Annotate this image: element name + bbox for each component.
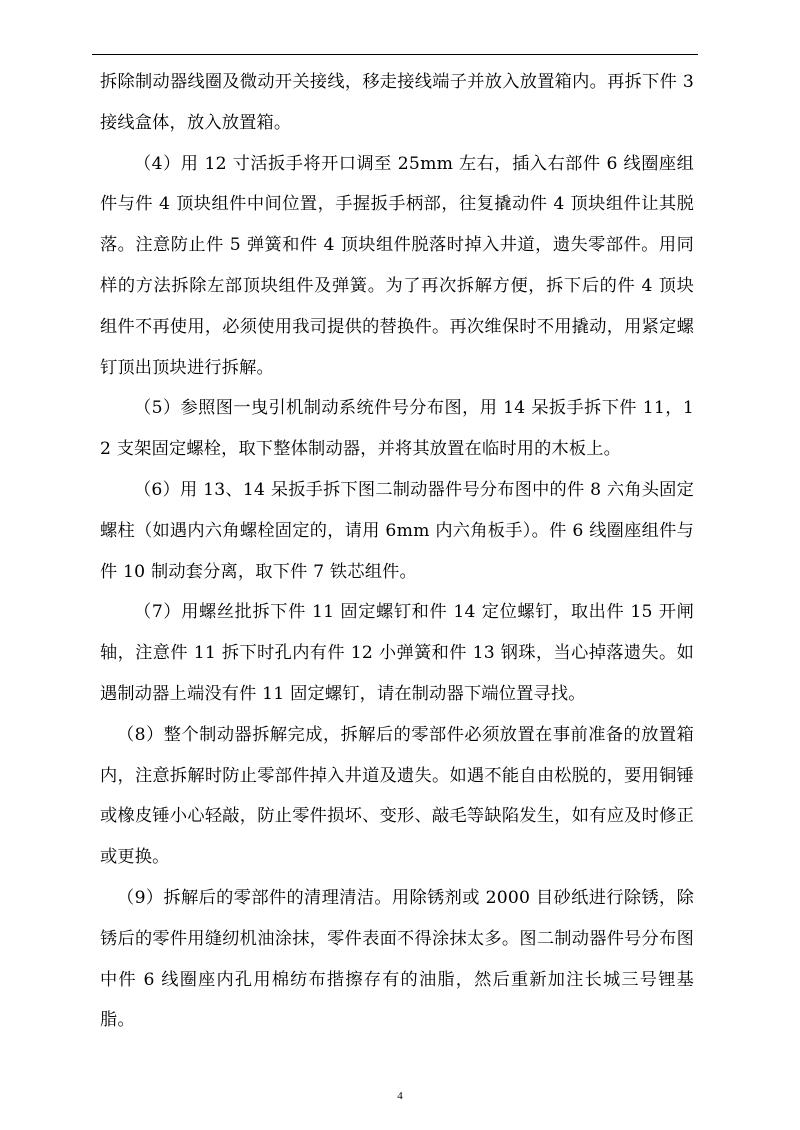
paragraph-step-6: （6）用 13、14 呆扳手拆下图二制动器件号分布图中的件 8 六角头固定螺柱（如遇内六角螺栓固定的，请用 6mm 内六角板手）。件 6 线圈座组件与件 10 制动套分离，取下件 7 铁芯组件。: [100, 479, 694, 582]
paragraph-step-9: （9）拆解后的零部件的清理清洁。用除锈剂或 2000 目砂纸进行除锈，除锈后的零件用缝纫机油涂抹，零件表面不得涂抹太多。图二制动器件号分布图中件 6 线圈座内孔用棉纺布揩擦存有的油脂，然后重新加注长城三号锂基脂。: [100, 887, 694, 1031]
page-number: 4: [397, 1090, 403, 1102]
header-rule: [92, 54, 698, 55]
paragraph-step-5: （5）参照图一曳引机制动系统件号分布图，用 14 呆扳手拆下件 11，12 支架固定螺栓，取下整体制动器，并将其放置在临时用的木板上。: [100, 398, 694, 460]
paragraph-step-4: （4）用 12 寸活扳手将开口调至 25mm 左右，插入右部件 6 线圈座组件与件 4 顶块组件中间位置，手握扳手柄部，往复撬动件 4 顶块组件让其脱落。注意防止件 5 弹簧和件 4 顶块组件脱落时掉入井道，遗失零部件。用同样的方法拆除左部顶块组件及弹簧。为了再次拆解方便，拆下后的件 4 顶块组件不再使用，必须使用我司提供的替换件。再次维保时不用撬动，用紧定螺钉顶出顶块进行拆解。: [100, 153, 694, 378]
paragraph-continuation: 拆除制动器线圈及微动开关接线，移走接线端子并放入放置箱内。再拆下件 3 接线盒体，放入放置箱。: [100, 72, 694, 133]
paragraph-step-7: （7）用螺丝批拆下件 11 固定螺钉和件 14 定位螺钉，取出件 15 开闸轴，注意件 11 拆下时孔内有件 12 小弹簧和件 13 钢珠，当心掉落遗失。如遇制动器上端没有件 11 固定螺钉，请在制动器下端位置寻找。: [100, 602, 694, 704]
paragraph-step-8: （8）整个制动器拆解完成，拆解后的零部件必须放置在事前准备的放置箱内，注意拆解时防止零部件掉入井道及遗失。如遇不能自由松脱的，要用铜锤或橡皮锤小心轻敲，防止零件损坏、变形、敲毛等缺陷发生，如有应及时修正或更换。: [100, 724, 694, 868]
document-body: [100, 62, 694, 1041]
